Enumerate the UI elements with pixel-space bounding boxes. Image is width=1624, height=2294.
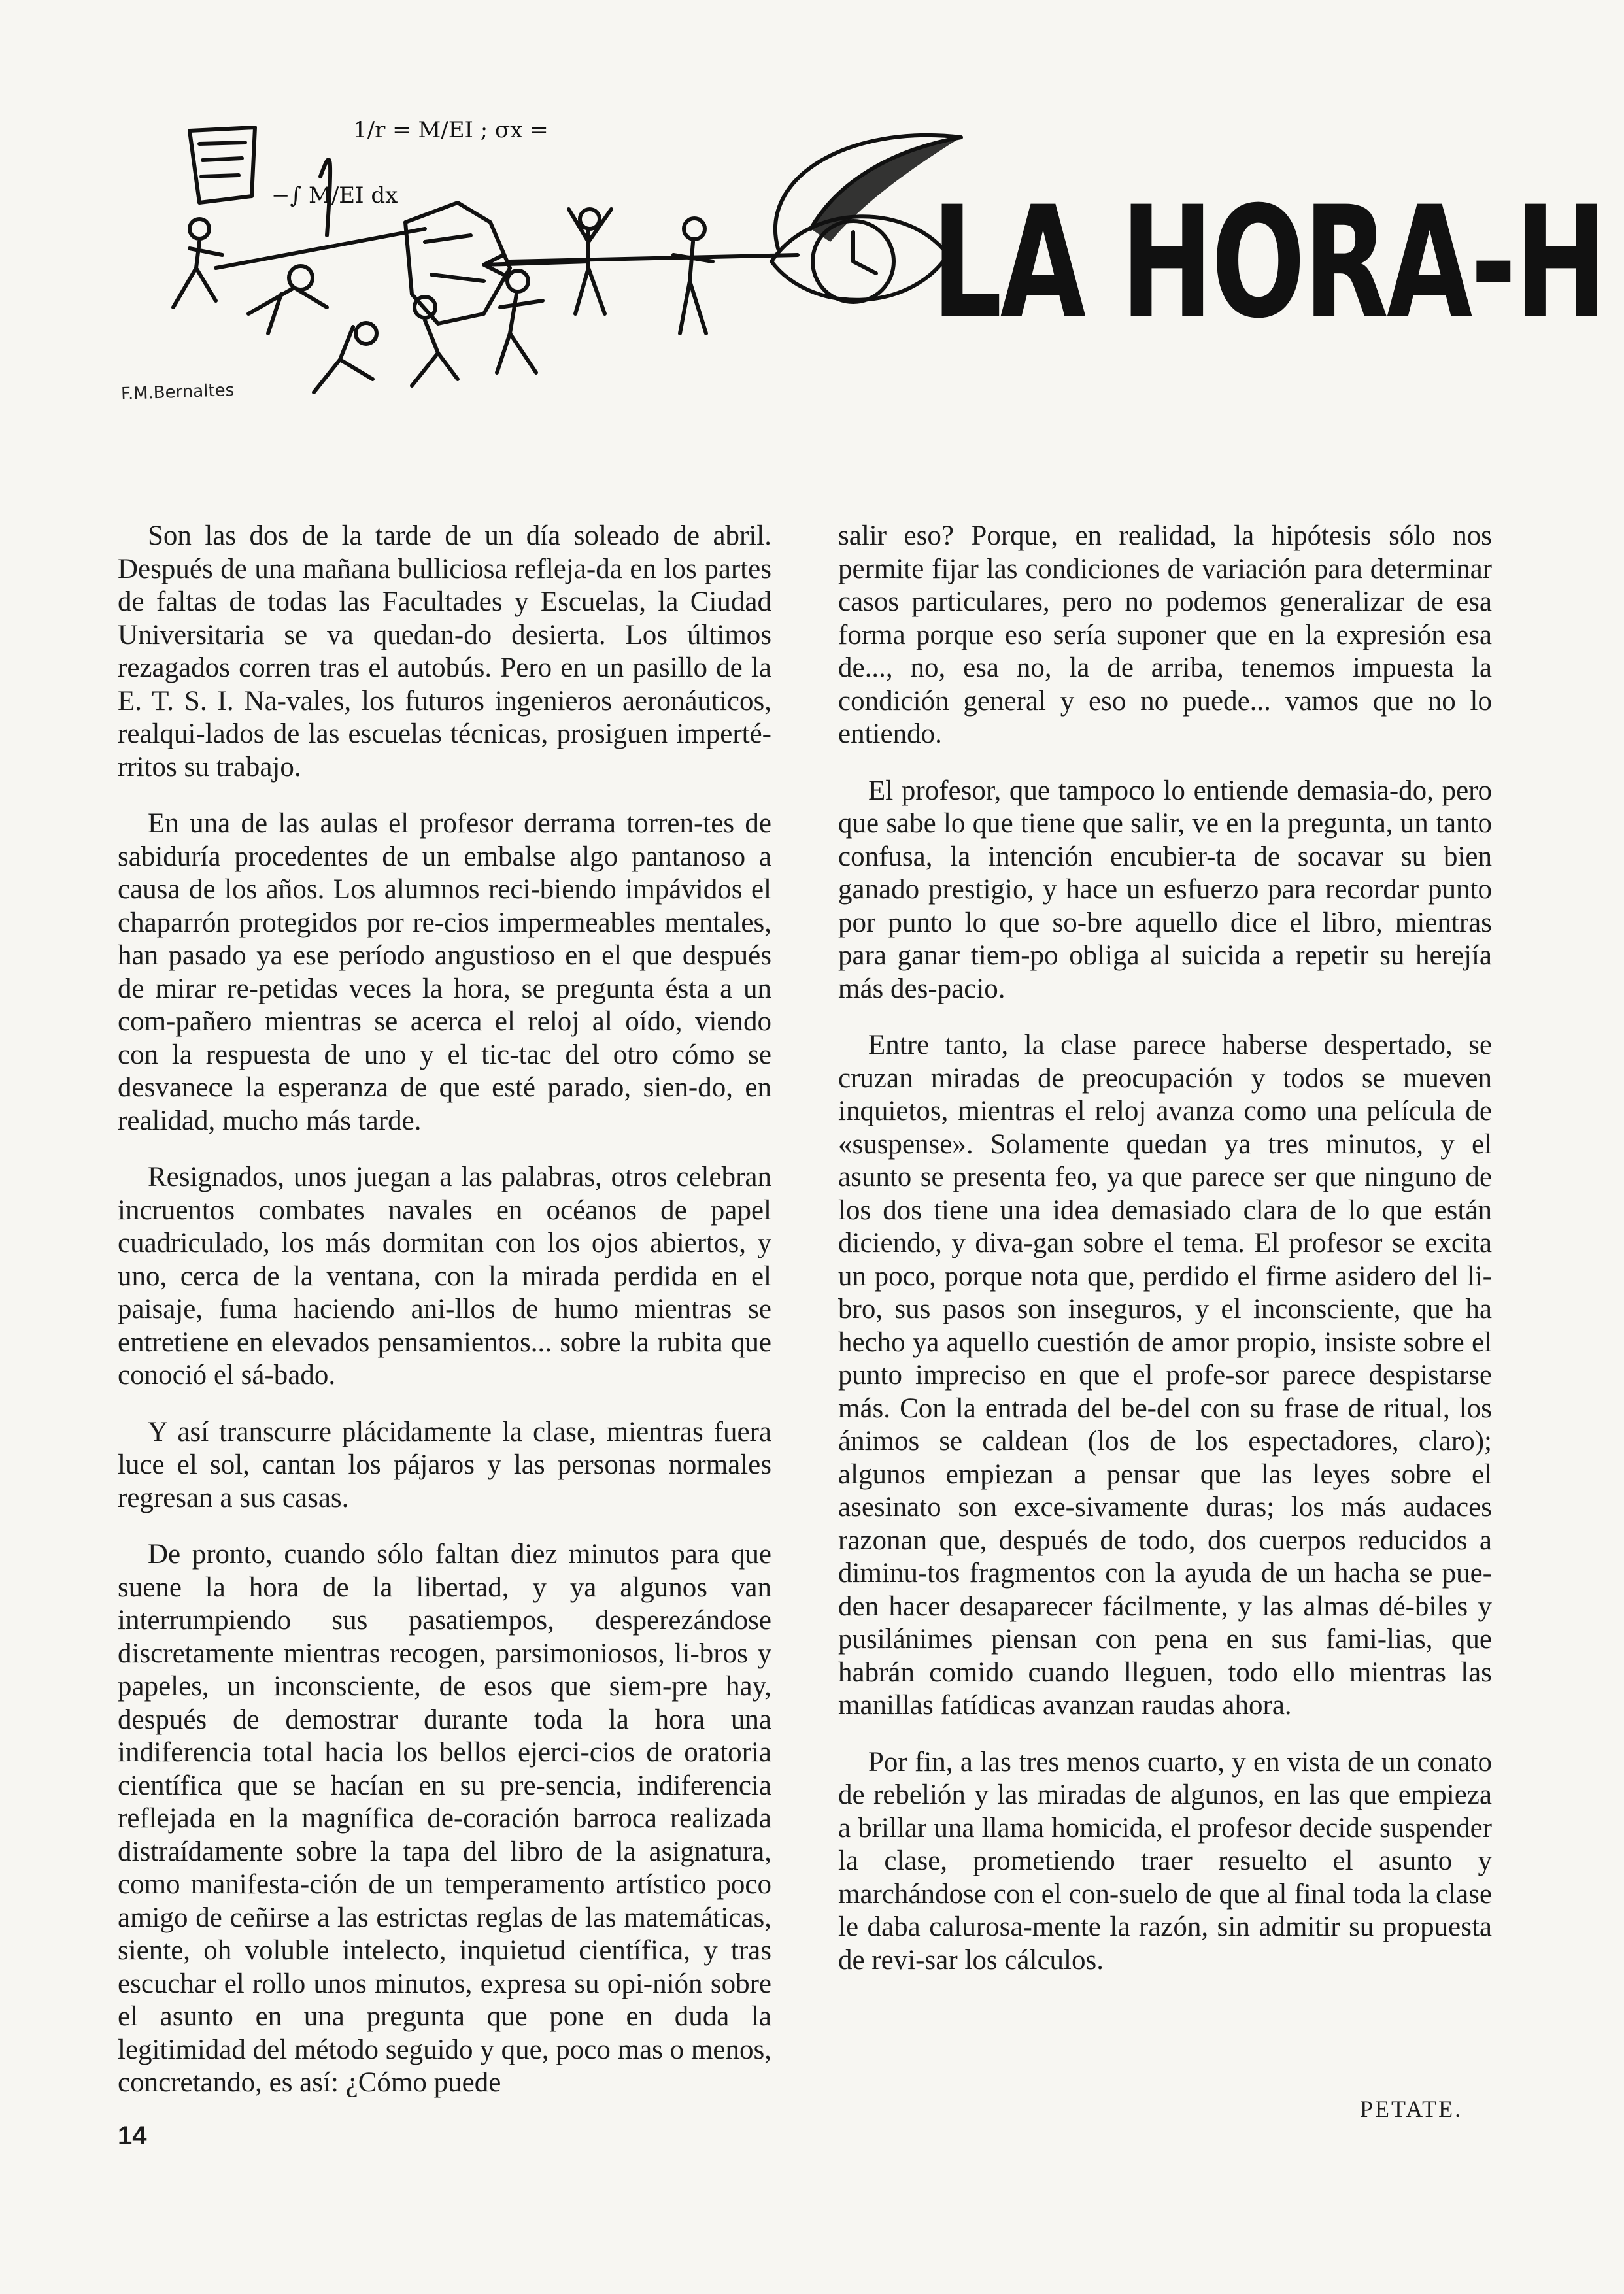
paragraph: Entre tanto, la clase parece haberse despertado, se cruzan miradas de preocupación y todos se mueven inquietos, mientras el reloj avanza como una película de «suspense». Solamente quedan ya tres minutos, y el asunto se presenta feo, ya que parece ser que ninguno de los dos tiene una idea demasiado clara de lo que están diciendo, y diva-gan sobre el tema. El profesor se excita un poco, porque nota que, perdido el firme asidero del li-bro, sus pasos son inseguros, y el inconsciente, que ha hecho ya aquello cuestión de amor propio, insiste sobre el punto impreciso en que el profe-sor parece despistarse más. Con la entrada del be-del con su frase de ritual, los ánimos se caldean (los de los espectadores, claro); algunos empiezan a pensar que las leyes sobre el asesinato son exce-sivamente duras; los más audaces razonan que, después de todo, dos cuerpos reducidos a diminu-tos fragmentos con la ayuda de un hacha se pue-den hacer desaparecer fácilmente, y las almas dé-biles y pusilánimes piensan con pena en sus fami-lias, que habrán comido cuando lleguen, todo ello mientras las manillas fatídicas avanzan raudas ahora.: [838, 1030, 1492, 1721]
figure-standing: [673, 218, 713, 333]
paragraph: Son las dos de la tarde de un día soleado de abril. Después de una mañana bulliciosa refleja-da en los partes de faltas de todas las Facultades y Escuelas, la Ciudad Universitaria se va quedan-do desierta. Los últimos rezagados corren tras el autobús. Pero en un pasillo de la E. T. S. I. Na-vales, los futuros ingenieros aeronáuticos, realqui-lados de las escuelas técnicas, prosiguen imperté-rritos su trabajo.: [118, 520, 771, 783]
paragraph: Por fin, a las tres menos cuarto, y en vista de un conato de rebelión y las miradas de algunos, en las que empieza a brillar una llama homicida, el profesor decide suspender la clase, prometiendo traer resuelto el asunto y marchándose con el con-suelo de que al final toda la clase le daba calurosa-mente la razón, sin admitir su propuesta de revi-sar los cálculos.: [838, 1746, 1492, 1976]
paragraph: Resignados, unos juegan a las palabras, otros celebran incruentos combates navales en océanos de papel cuadriculado, los más dormitan con los ojos abiertos, y uno, cerca de la ventana, con la mirada perdida en el paisaje, fuma haciendo ani-llos de humo mientras se entretiene en elevados pensamientos... sobre la rubita que conoció el sá-bado.: [118, 1162, 771, 1391]
figure-pushing: [173, 219, 222, 307]
right-column: [838, 520, 1492, 2000]
blackboard-drawing: [190, 127, 255, 203]
paragraph: salir eso? Porque, en realidad, la hipótesis sólo nos permite fijar las condiciones de variación para determinar casos particulares, pero no podemos generalizar de esa forma porque eso sería suponer que en la expresión esa de..., no, esa no, la de arriba, tenemos impuesta la condición general y eso no puede... vamos que no lo entiendo.: [838, 520, 1492, 749]
arrow-left: [484, 255, 588, 275]
artist-signature: F.M.Bernaltes: [120, 380, 235, 405]
figure-crouching: [412, 297, 458, 386]
header-illustration: [118, 98, 968, 425]
paragraph: El profesor, que tampoco lo entiende demasia-do, pero que sabe lo que tiene que salir, ve en la pregunta, un tanto confusa, la intención encubier-ta de socavar su bien ganado prestigio, y hace un esfuerzo para recordar punto por punto lo que so-bre aquello dice el libro, mientras para ganar tiem-po obliga al suicida a repetir su herejía más des-pacio.: [838, 775, 1492, 1004]
figure-lying: [248, 266, 327, 333]
page-number: 14: [118, 2121, 147, 2150]
paragraph: En una de las aulas el profesor derrama torren-tes de sabiduría procedentes de un embalse algo pantanoso a causa de los años. Los alumnos reci-biendo impávidos el chaparrón protegidos por re-cios impermeables mentales, han pasado ya ese período angustioso en el que después de mirar re-petidas veces la hora, se pregunta ésta a un com-pañero mientras se acerca el reloj al oído, viendo con la respuesta de uno y el tic-tac del otro cómo se desvanece la esperanza de que esté parado, sien-do, en realidad, mucho más tarde.: [118, 808, 771, 1136]
left-column: [118, 520, 771, 2123]
page-title: LA HORA-H: [932, 174, 1606, 352]
figure-walking: [497, 271, 543, 373]
clock-hands: [853, 232, 876, 273]
figure-sitting: [314, 323, 377, 392]
eye-outline: [771, 216, 948, 300]
formula-top: 1/r = M/EI ; σx =: [353, 117, 549, 143]
formula-integral: −∫ M/EI dx: [271, 182, 398, 209]
paragraph: Y así transcurre plácidamente la clase, mientras fuera luce el sol, cantan los pájaros y las personas normales regresan a sus casas.: [118, 1416, 771, 1513]
paragraph: De pronto, cuando sólo faltan diez minutos para que suene la hora de la libertad, y ya algunos van interrumpiendo sus pasatiempos, desperezándose discretamente mientras recogen, parsimoniosos, li-bros y papeles, un inconsciente, de esos que siem-pre hay, después de demostrar durante toda la hora una indiferencia total hacia los bellos ejerci-cios de oratoria científica que se hacían en su pre-sencia, indiferencia reflejada en la magnífica de-coración barroca realizada distraídamente sobre la tapa del libro de la asignatura, como manifesta-ción de un temperamento artístico poco amigo de ceñirse a las estrictas reglas de las matemáticas, siente, oh voluble intelecto, inquietud científica, y tras escuchar el rollo unos minutos, expresa su opi-nión sobre el asunto en una pregunta que pone en duda la legitimidad del método seguido y que, poco mas o menos, concretando, es así: ¿Cómo puede: [118, 1539, 771, 2098]
author-signature: PETATE.: [1360, 2096, 1463, 2122]
